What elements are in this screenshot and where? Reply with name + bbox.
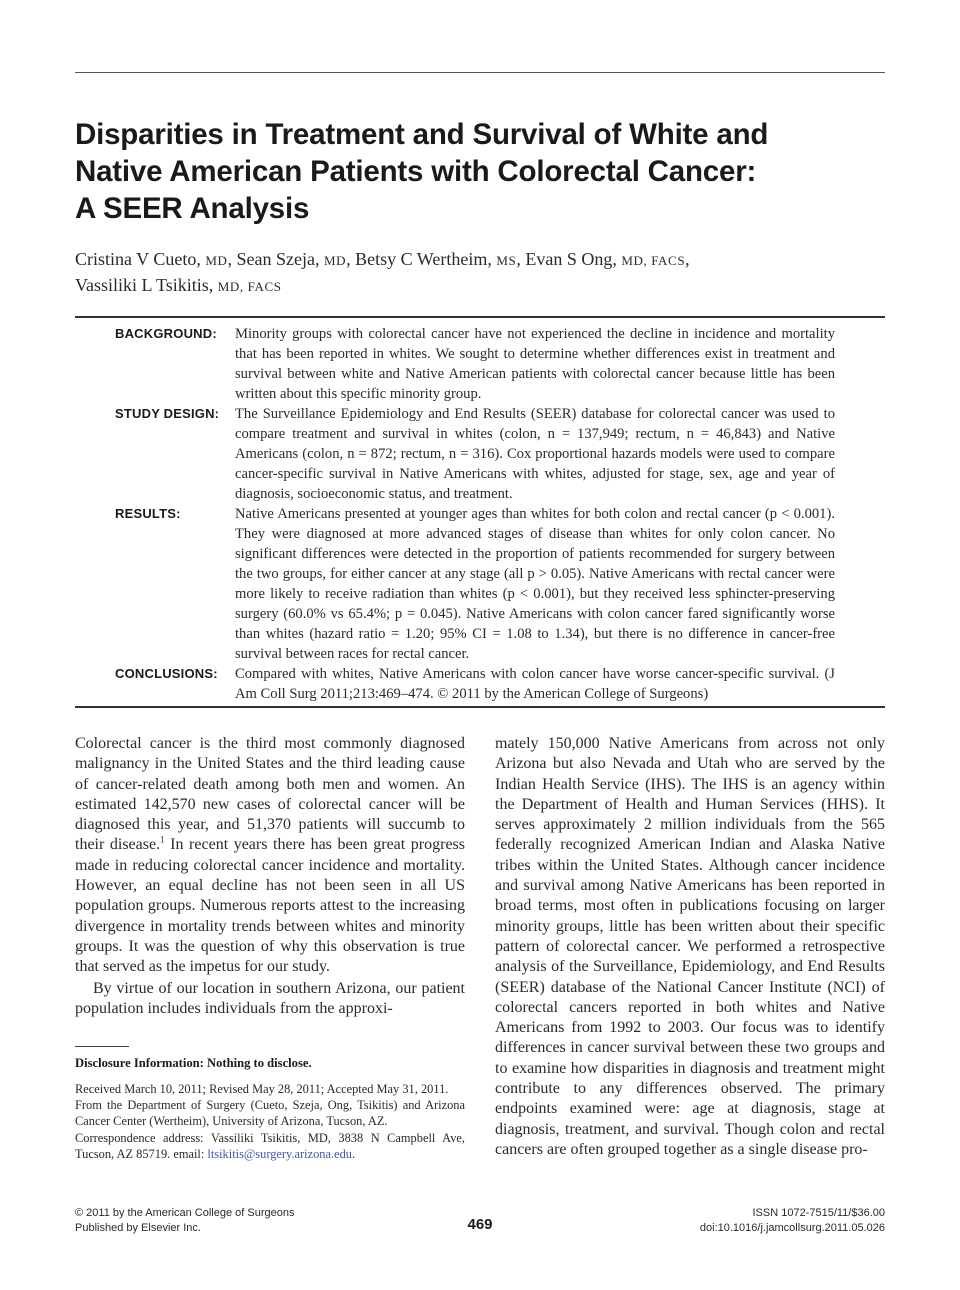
top-rule (75, 72, 885, 73)
conclusions-label: CONCLUSIONS: (115, 666, 218, 681)
doi-line: doi:10.1016/j.jamcollsurg.2011.05.026 (699, 1222, 885, 1234)
background-text: Minority groups with colorectal cancer have not experienced the decline in incidence and mortality that has been reported in whites. We sought to determine whether differences exist in treatment and survival between white and Native American patients with colorectal cancer because little has been written about this specific minority group. (235, 326, 835, 402)
article-history-note (75, 1081, 465, 1162)
page-number: 469 (467, 1216, 493, 1233)
body-column-left (75, 734, 465, 1019)
author-name: Vassiliki L Tsikitis, (75, 275, 218, 295)
title-line-3: A SEER Analysis (75, 192, 310, 225)
author-degree: MD, FACS (621, 253, 686, 268)
footnote-rule (75, 1046, 129, 1047)
disclosure-note: Disclosure Information: Nothing to disclose. (75, 1056, 312, 1070)
author-name: , Sean Szeja, (227, 249, 324, 269)
body-column-right (495, 734, 885, 1160)
correspondence-note (75, 1130, 465, 1162)
issn-line: ISSN 1072-7515/11/$36.00 (752, 1207, 885, 1219)
abstract-box (75, 316, 885, 708)
author-line-1 (75, 247, 885, 273)
background-label: BACKGROUND: (115, 326, 217, 341)
body-paragraph: By virtue of our location in southern Arizona, our patient population includes individuals from the approxi- (75, 979, 465, 1017)
email-link[interactable]: ltsikitis@surgery.arizona.edu (207, 1146, 352, 1161)
body-paragraph: mately 150,000 Native Americans from across not only Arizona but also Nevada and Utah who are served by the Indian Health Service (IHS). The IHS is an agency within the Department of Health and Human Services (HHS). It serves approximately 2 million individuals from the 565 federally recognized American Indian and Alaska Native tribes within the United States. Although cancer incidence and survival among Native Americans has been reported in broad terms, most often in publications focusing on larger minority groups, little has been written about their specific pattern of colorectal cancer. We performed a retrospective analysis of the Surveillance, Epidemiology, and End Results (SEER) database of the National Cancer Institute (NCI) of colorectal cancers reported in both whites and Native Americans from 1992 to 2003. Our focus was to identify differences in cancer survival between these two groups and to examine how disparities in diagnosis and treatment might contribute to any differences observed. The primary endpoints examined were: age at diagnosis, stage at diagnosis, treatment, and survival. Though colon and rectal cancers are often grouped together as a single disease pro- (495, 735, 885, 1158)
author-degree: MD (205, 253, 228, 268)
results-text: Native Americans presented at younger ages than whites for both colon and rectal cancer (p < 0.001). They were diagnosed at more advanced stages of disease than whites for only colon cancer. No significant differences were detected in the proportion of patients recommended for surgery between the two groups, for either cancer at any stage (all p > 0.05). Native Americans with rectal cancer were more likely to receive radiation than whites (p < 0.001), but they received less sphincter-preserving surgery (60.0% vs 65.4%; p = 0.045). Native Americans with colon cancer fared significantly worse than whites (hazard ratio = 1.20; 95% CI = 1.08 to 1.34), but there is no difference in cancer-free survival between races for rectal cancer. (235, 506, 835, 662)
conclusions-text: Compared with whites, Native Americans with colon cancer have worse cancer-specific survival. (J Am Coll Surg 2011;213:469–474. © 2011 by the American College of Surgeons) (235, 666, 835, 702)
author-degree: MD, FACS (217, 279, 282, 294)
study-design-text: The Surveillance Epidemiology and End Results (SEER) database for colorectal cancer was used to compare treatment and survival in whites (colon, n = 137,949; rectum, n = 46,843) and Native Americans (colon, n = 872; rectum, n = 316). Cox proportional hazards models were used to compare cancer-specific survival in Native Americans with whites, adjusted for stage, sex, age and year of diagnosis, socioeconomic status, and treatment. (235, 406, 835, 502)
copyright-line: © 2011 by the American College of Surgeons (75, 1207, 295, 1219)
study-design-label: STUDY DESIGN: (115, 406, 220, 421)
received-dates: Received March 10, 2011; Revised May 28, 2011; Accepted May 31, 2011. (75, 1082, 449, 1096)
publisher-line: Published by Elsevier Inc. (75, 1222, 201, 1234)
reference-marker[interactable]: 1 (160, 835, 165, 846)
title-line-1: Disparities in Treatment and Survival of White and (75, 118, 769, 151)
author-separator: , (685, 249, 690, 269)
results-label: RESULTS: (115, 506, 181, 521)
author-list (75, 247, 885, 299)
correspondence-end: . (352, 1146, 356, 1161)
title-line-2: Native American Patients with Colorectal Cancer: (75, 155, 757, 188)
author-name: Cristina V Cueto, (75, 249, 206, 269)
paragraph-text: In recent years there has been great progress made in reducing colorectal cancer incidence and mortality. However, an equal decline has not been seen in all US population groups. Numerous reports attest to the increasing divergence in mortality trends between whites and minority groups. It was the question of why this observation is true that served as the impetus for our study. (75, 836, 465, 976)
author-line-2 (75, 273, 885, 299)
paragraph-text: Colorectal cancer is the third most commonly diagnosed malignancy in the United States and the third leading cause of cancer-related death among both men and women. An estimated 142,570 new cases of colorectal cancer will be diagnosed this year, and 51,370 patients will succumb to their disease. (75, 735, 465, 854)
author-name: , Betsy C Wertheim, (346, 249, 497, 269)
author-degree: MD (323, 253, 347, 268)
article-title (75, 116, 885, 227)
author-degree: MS (496, 253, 517, 268)
body-paragraph (75, 734, 465, 978)
footer-right (565, 1206, 885, 1236)
affiliation-note: From the Department of Surgery (Cueto, Szeja, Ong, Tsikitis) and Arizona Cancer Center (Wertheim), University of Arizona, Tucson, AZ. (75, 1098, 465, 1129)
author-name: , Evan S Ong, (516, 249, 622, 269)
correspondence-text: Correspondence address: Vassiliki Tsikitis, MD, 3838 N Campbell Ave, Tucson, AZ 85719. email: (75, 1130, 465, 1161)
footer-left (75, 1206, 375, 1236)
